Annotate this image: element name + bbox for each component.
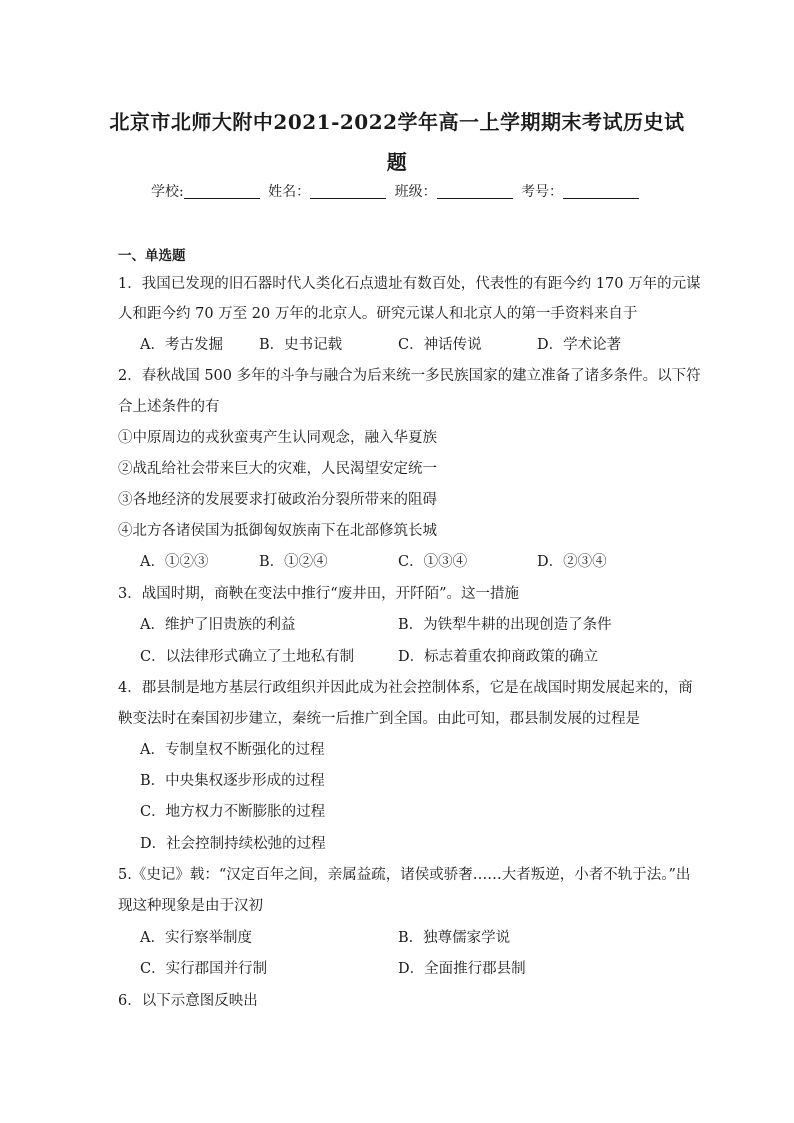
exam-title-line1: 北京市北师大附中2021-2022学年高一上学期期末考试历史试: [109, 110, 685, 134]
q1-option-c: C．神话传说: [398, 337, 482, 353]
q1-option-a: A．考古发掘: [140, 337, 223, 353]
q2-option-d: D．②③④: [537, 554, 607, 570]
q2-option-c: C．①③④: [398, 554, 468, 570]
school-label: 学校:: [150, 184, 184, 200]
q3-option-c: C．以法律形式确立了土地私有制: [140, 649, 355, 665]
q4-option-c: C．地方权力不断膨胀的过程: [140, 804, 326, 820]
q3-option-a: A．维护了旧贵族的利益: [140, 617, 296, 633]
q4-option-d: D．社会控制持续松弛的过程: [140, 836, 326, 852]
q4-line2: 鞅变法时在秦国初步建立，秦统一后推广到全国。由此可知，郡县制发展的过程是: [118, 711, 640, 727]
q3-option-b: B．为铁犁牛耕的出现创造了条件: [398, 617, 612, 633]
q2-line1: 2．春秋战国 500 多年的斗争与融合为后来统一多民族国家的建立准备了诸多条件。以下符: [118, 368, 701, 384]
q1-line1: 1．我国已发现的旧石器时代人类化石点遗址有数百处，代表性的有距今约 170 万年的元谋: [118, 276, 701, 292]
exam-no-label: 考号：: [521, 184, 564, 200]
school-blank[interactable]: [184, 198, 260, 199]
q3-line1: 3．战国时期，商鞅在变法中推行“废井田，开阡陌”。这一措施: [118, 586, 520, 602]
exam-no-blank[interactable]: [563, 198, 639, 199]
class-blank[interactable]: [437, 198, 513, 199]
q2-line2: 合上述条件的有: [118, 399, 220, 415]
q2-option-a: A．①②③: [140, 554, 209, 570]
q2-option-b: B．①②④: [259, 554, 328, 570]
q2-item-1: ①中原周边的戎狄蛮夷产生认同观念，融入华夏族: [118, 430, 437, 446]
q2-item-2: ②战乱给社会带来巨大的灾难，人民渴望安定统一: [118, 461, 437, 477]
q1-option-b: B．史书记载: [259, 337, 343, 353]
q4-option-b: B．中央集权逐步形成的过程: [140, 773, 325, 789]
q3-option-d: D．标志着重农抑商政策的确立: [398, 649, 599, 665]
q2-item-4: ④北方各诸侯国为抵御匈奴族南下在北部修筑长城: [118, 523, 437, 539]
q1-option-d: D．学术论著: [537, 337, 622, 353]
q5-option-d: D．全面推行郡县制: [398, 961, 526, 977]
q4-line1: 4．郡县制是地方基层行政组织并因此成为社会控制体系，它是在战国时期发展起来的，商: [118, 680, 693, 696]
exam-title-line2: 题: [386, 150, 408, 174]
class-label: 班级：: [394, 184, 437, 200]
q5-line2: 现这种现象是由于汉初: [118, 898, 263, 914]
q1-line2: 人和距今约 70 万至 20 万年的北京人。研究元谋人和北京人的第一手资料来自于: [118, 306, 638, 322]
q2-item-3: ③各地经济的发展要求打破政治分裂所带来的阻碍: [118, 492, 437, 508]
section-heading: 一、单选题: [118, 248, 186, 264]
q4-option-a: A．专制皇权不断强化的过程: [140, 742, 325, 758]
q5-line1: 5.《史记》载：“汉定百年之间，亲属益疏，诸侯或骄奢……大者叛逆，小者不轨于法。”出: [118, 867, 691, 883]
q5-option-c: C．实行郡国并行制: [140, 961, 268, 977]
student-info-row: [0, 181, 794, 201]
q5-option-b: B．独尊儒家学说: [398, 930, 511, 946]
q5-option-a: A．实行察举制度: [140, 930, 252, 946]
name-label: 姓名：: [268, 184, 311, 200]
name-blank[interactable]: [310, 198, 386, 199]
q6-line1: 6．以下示意图反映出: [118, 993, 258, 1009]
